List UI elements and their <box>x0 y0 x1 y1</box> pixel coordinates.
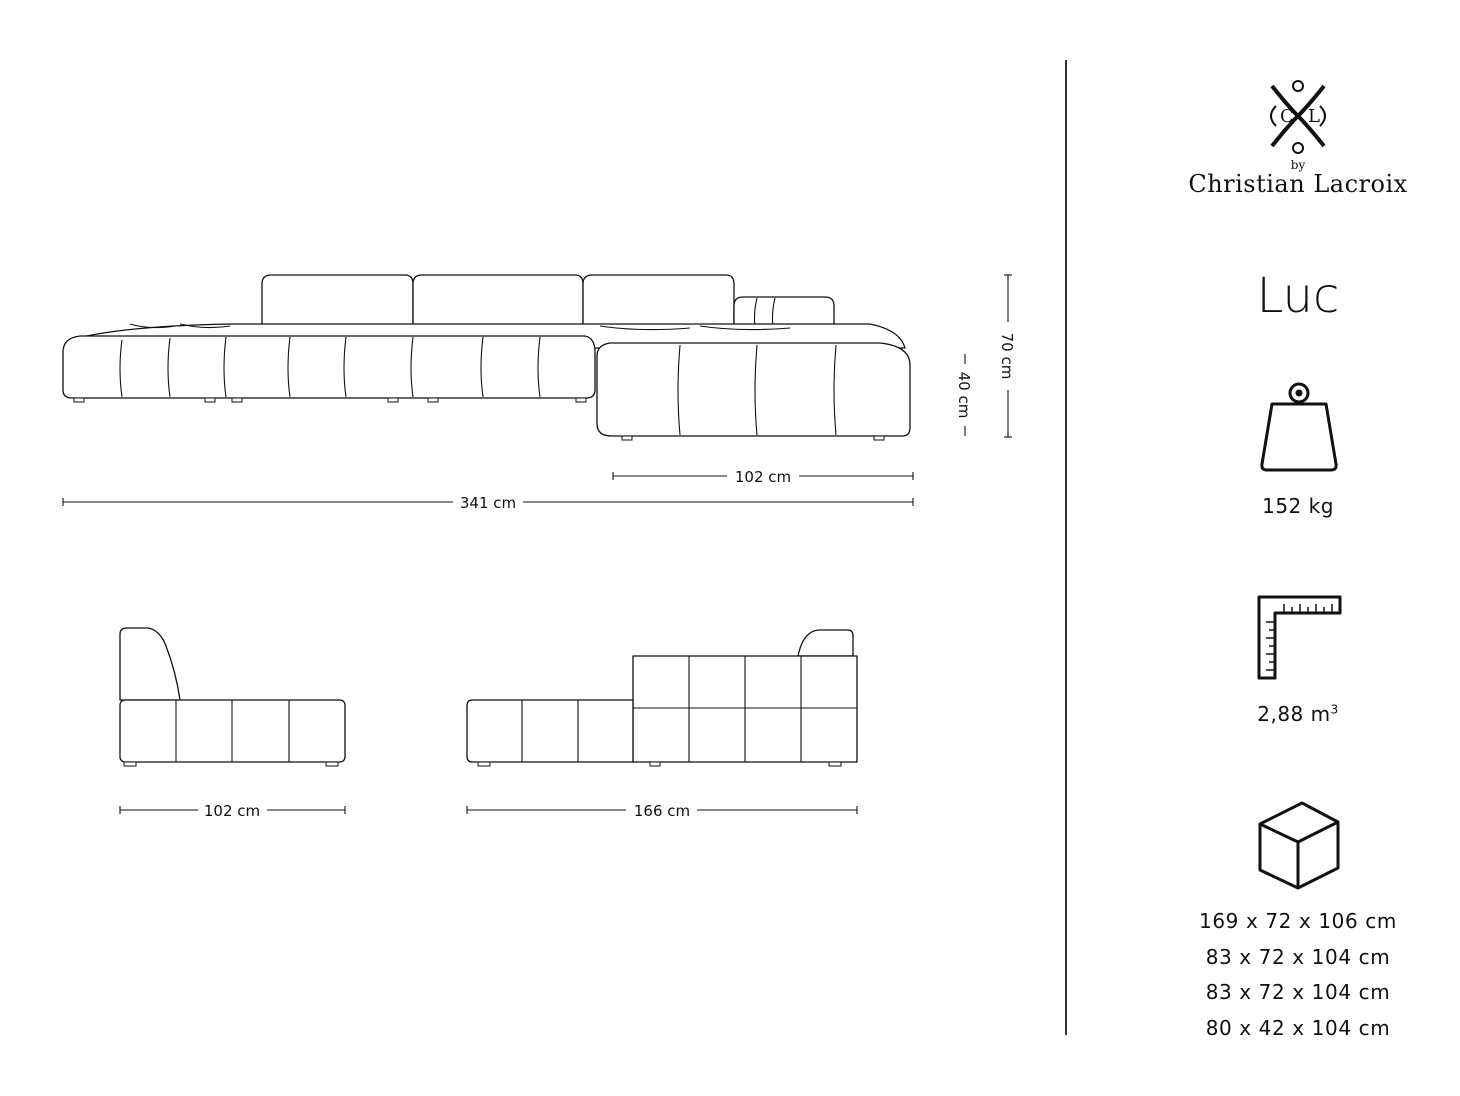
side-depth-label: 102 cm <box>203 802 261 820</box>
brand-monogram-logo <box>1258 76 1338 156</box>
dim-side-depth <box>120 802 345 820</box>
chaise-armrest <box>798 630 853 656</box>
volume-value <box>1140 702 1456 726</box>
volume-text: 2,88 m <box>1257 702 1331 726</box>
package-dimension: 83 x 72 x 104 cm <box>1205 980 1391 1004</box>
seat-height-label: 40 cm <box>955 371 973 419</box>
backrest <box>120 628 180 700</box>
sofa-foot <box>478 762 490 766</box>
svg-text:L: L <box>1308 106 1320 127</box>
total-height-label: 70 cm <box>998 332 1016 380</box>
product-name: Luc <box>1256 268 1340 324</box>
sofa-foot <box>232 398 242 402</box>
chaise-seat <box>467 700 633 762</box>
chaise-side-view <box>467 630 857 766</box>
dim-total-height <box>998 275 1016 437</box>
sofa-side-view <box>120 628 345 766</box>
seat-front <box>63 336 595 398</box>
sofa-foot <box>388 398 398 402</box>
sofa-foot <box>576 398 586 402</box>
sofa-foot <box>829 762 841 766</box>
brand-name: Christian Lacroix <box>1188 170 1408 198</box>
sofa-foot <box>428 398 438 402</box>
dim-side-length <box>467 802 857 820</box>
side-length-label: 166 cm <box>633 802 691 820</box>
sofa-foot <box>205 398 215 402</box>
volume-exponent: 3 <box>1330 702 1339 717</box>
dim-total-width <box>63 494 913 512</box>
package-dimension: 169 x 72 x 106 cm <box>1199 909 1397 933</box>
sofa-foot <box>874 436 884 440</box>
sofa-front-view <box>63 275 910 440</box>
vertical-divider <box>1065 60 1067 1035</box>
sofa-foot <box>326 762 338 766</box>
dim-seat-height <box>955 354 973 436</box>
package-dimension: 83 x 72 x 104 cm <box>1205 944 1391 969</box>
brand-by: by <box>1290 158 1306 172</box>
sofa-foot <box>622 436 632 440</box>
box-icon <box>1256 800 1342 892</box>
ruler-corner-icon <box>1256 594 1344 682</box>
weight-icon <box>1258 380 1340 474</box>
package-dimensions-list <box>1140 904 1456 1046</box>
total-width-label: 341 cm <box>459 494 517 512</box>
spec-sidebar <box>1140 0 1456 1096</box>
chaise-width-label: 102 cm <box>734 468 792 486</box>
weight-value: 152 kg <box>1262 494 1334 518</box>
chaise-front <box>597 343 910 436</box>
sofa-foot <box>74 398 84 402</box>
svg-text:C: C <box>1280 106 1294 127</box>
sofa-foot <box>124 762 136 766</box>
package-dimension: 80 x 42 x 104 cm <box>1205 1015 1391 1040</box>
sofa-foot <box>650 762 660 766</box>
dim-chaise-width <box>613 468 913 486</box>
